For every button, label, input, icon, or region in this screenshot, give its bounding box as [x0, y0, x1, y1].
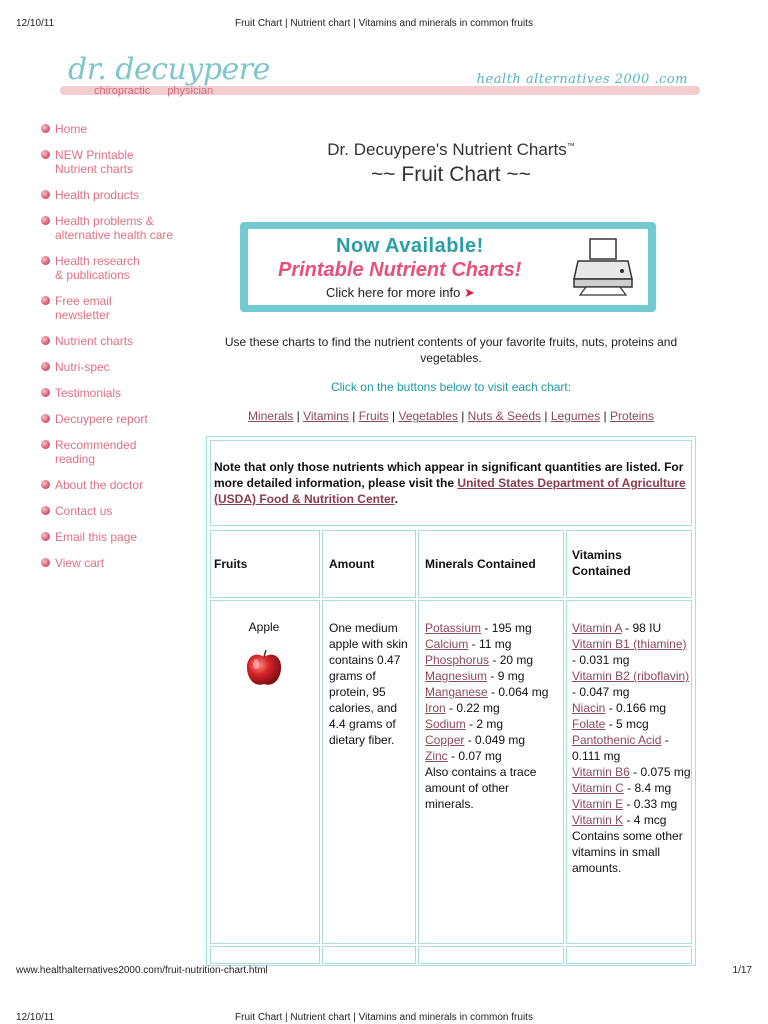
vitamins-link-1[interactable]: Vitamin B1 (thiamine): [572, 637, 687, 651]
sidebar-item-label: Health products: [55, 188, 140, 202]
sidebar-item-label: Recommended reading: [55, 438, 137, 466]
usda-link[interactable]: United States Department of Agriculture (USDA) Food & Nutrition Center: [214, 476, 686, 506]
chart-link-4[interactable]: Nuts & Seeds: [467, 409, 542, 423]
apple-amount: One medium apple with skin contains 0.47 grams of protein, 95 calories, and 4.4 grams of dietary fiber.: [329, 621, 408, 747]
vitamins-link-2[interactable]: Vitamin B2 (riboflavin): [572, 669, 690, 683]
logo-subtitle: [94, 85, 227, 97]
vitamins-row: [572, 732, 692, 764]
sidebar-item-6[interactable]: [40, 334, 200, 348]
apple-vitamins: [572, 620, 692, 876]
vitamins-value: - 4 mcg: [623, 813, 667, 827]
header-amount: Amount: [329, 557, 375, 571]
sidebar-item-label: View cart: [55, 556, 105, 570]
vitamins-value: - 5 mcg: [605, 717, 649, 731]
promo-printable-charts: Printable Nutrient Charts!: [278, 259, 522, 281]
minerals-row: [425, 620, 555, 636]
minerals-link-8[interactable]: Zinc: [425, 749, 448, 763]
minerals-value: - 0.22 mg: [445, 701, 500, 715]
next-row-vitamins: [566, 946, 692, 964]
chart-link-0[interactable]: Minerals: [247, 409, 294, 423]
vitamins-link-3[interactable]: Niacin: [572, 701, 606, 715]
bullet-icon: [41, 336, 50, 345]
sidebar-item-1[interactable]: [40, 148, 200, 176]
vitamins-link-4[interactable]: Folate: [572, 717, 606, 731]
printer-icon: [572, 235, 634, 297]
link-separator: |: [600, 409, 611, 423]
logo-name: dr. decuypere: [68, 52, 270, 87]
sidebar-item-3[interactable]: [40, 214, 200, 242]
chart-link-2[interactable]: Fruits: [358, 409, 389, 423]
minerals-value: - 9 mg: [487, 669, 525, 683]
vitamins-row: [572, 796, 692, 812]
bullet-icon: [41, 216, 50, 225]
minerals-value: - 0.064 mg: [487, 685, 549, 699]
vitamins-link-6[interactable]: Vitamin B6: [572, 765, 630, 779]
print-date-next: 12/10/11: [16, 1012, 55, 1023]
vitamins-link-9[interactable]: Vitamin K: [572, 813, 624, 827]
page-subtitle: ~~ Fruit Chart ~~: [371, 163, 531, 186]
vitamins-link-0[interactable]: Vitamin A: [572, 621, 622, 635]
chart-links: [206, 409, 696, 423]
vitamins-row: [572, 716, 692, 732]
printable-charts-promo[interactable]: [240, 222, 656, 312]
sidebar-item-5[interactable]: [40, 294, 200, 322]
promo-click-text: Click here for more info: [326, 285, 461, 300]
vitamins-link-7[interactable]: Vitamin C: [572, 781, 624, 795]
print-page-number: 1/17: [732, 965, 752, 976]
print-url: www.healthalternatives2000.com/fruit-nutrition-chart.html: [16, 965, 268, 976]
sidebar-item-label: Email this page: [55, 530, 138, 544]
link-separator: |: [457, 409, 468, 423]
sidebar-item-label: Nutri-spec: [55, 360, 110, 374]
minerals-row: [425, 700, 555, 716]
sidebar-item-label: Home: [55, 122, 88, 136]
minerals-value: - 11 mg: [468, 637, 512, 651]
sidebar-nav: [40, 122, 200, 582]
minerals-note: Also contains a trace amount of other minerals.: [425, 765, 537, 811]
vitamins-row: [572, 620, 692, 636]
minerals-row: [425, 716, 555, 732]
promo-inner: [248, 229, 648, 305]
sidebar-item-0[interactable]: [40, 122, 200, 136]
minerals-row: [425, 652, 555, 668]
minerals-link-4[interactable]: Manganese: [425, 685, 488, 699]
link-separator: |: [388, 409, 399, 423]
bullet-icon: [41, 256, 50, 265]
arrow-right-icon: ➤: [464, 285, 475, 300]
minerals-row: [425, 668, 555, 684]
vitamins-row: [572, 812, 692, 828]
minerals-link-6[interactable]: Sodium: [425, 717, 466, 731]
minerals-link-2[interactable]: Phosphorus: [425, 653, 490, 667]
sidebar-item-10[interactable]: [40, 438, 200, 466]
apple-minerals: [425, 620, 555, 812]
usda-note: [214, 459, 688, 507]
minerals-value: - 20 mg: [489, 653, 534, 667]
next-row-amount: [322, 946, 416, 964]
bullet-icon: [41, 124, 50, 133]
vitamins-row: [572, 764, 692, 780]
bullet-icon: [41, 558, 50, 567]
sidebar-item-8[interactable]: [40, 386, 200, 400]
fruit-name-apple: Apple: [248, 620, 280, 634]
minerals-link-7[interactable]: Copper: [425, 733, 465, 747]
bullet-icon: [41, 150, 50, 159]
vitamins-value: - 0.111 mg: [572, 733, 669, 763]
sidebar-item-label: Health problems & alternative health care: [55, 214, 174, 242]
minerals-link-5[interactable]: Iron: [425, 701, 446, 715]
print-title-next: Fruit Chart | Nutrient chart | Vitamins and minerals in common fruits: [235, 1012, 533, 1023]
print-title: Fruit Chart | Nutrient chart | Vitamins and minerals in common fruits: [235, 18, 533, 29]
site-tagline: health alternatives 2000 .com: [476, 72, 688, 87]
sidebar-item-4[interactable]: [40, 254, 200, 282]
chart-link-3[interactable]: Vegetables: [398, 409, 458, 423]
minerals-link-3[interactable]: Magnesium: [425, 669, 488, 683]
vitamins-value: - 8.4 mg: [623, 781, 672, 795]
promo-click-here: [326, 285, 475, 301]
apple-image: [245, 648, 283, 688]
link-separator: |: [541, 409, 551, 423]
vitamins-link-8[interactable]: Vitamin E: [572, 797, 624, 811]
minerals-value: - 0.07 mg: [447, 749, 502, 763]
vitamins-link-5[interactable]: Pantothenic Acid: [572, 733, 662, 747]
vitamins-row: [572, 700, 692, 716]
note-period: .: [394, 492, 398, 506]
bullet-icon: [41, 480, 50, 489]
bullet-icon: [41, 532, 50, 541]
minerals-value: - 2 mg: [465, 717, 504, 731]
bullet-icon: [41, 506, 50, 515]
bullet-icon: [41, 362, 50, 371]
sidebar-item-label: Health research & publications: [55, 254, 140, 282]
vitamins-row: [572, 780, 692, 796]
bullet-icon: [41, 414, 50, 423]
sidebar-item-2[interactable]: [40, 188, 200, 202]
vitamins-row: [572, 668, 692, 700]
bullet-icon: [41, 440, 50, 449]
header-fruits: Fruits: [214, 557, 248, 571]
minerals-value: - 0.049 mg: [464, 733, 526, 747]
header-vitamins: Vitamins Contained: [572, 548, 631, 578]
bullet-icon: [41, 388, 50, 397]
sidebar-item-14[interactable]: [40, 556, 200, 570]
next-row-minerals: [418, 946, 564, 964]
sidebar-item-label: About the doctor: [55, 478, 144, 492]
vitamins-value: - 0.031 mg: [572, 653, 630, 667]
logo-sub-physician: physician: [167, 85, 214, 97]
sidebar-item-9[interactable]: [40, 412, 200, 426]
sidebar-item-label: Testimonials: [55, 386, 122, 400]
minerals-value: - 195 mg: [481, 621, 532, 635]
link-separator: |: [293, 409, 304, 423]
sidebar-item-label: Contact us: [55, 504, 113, 518]
note-text: Note that only those nutrients which appear in significant quantities are listed. For more detailed information, please visit the: [214, 460, 684, 490]
sidebar-item-label: Decuypere report: [55, 412, 148, 426]
sidebar-item-12[interactable]: [40, 504, 200, 518]
bullet-icon: [41, 296, 50, 305]
vitamins-row: [572, 636, 692, 668]
bullet-icon: [41, 190, 50, 199]
vitamins-value: - 0.075 mg: [629, 765, 691, 779]
minerals-link-1[interactable]: Calcium: [425, 637, 469, 651]
sidebar-item-11[interactable]: [40, 478, 200, 492]
site-banner[interactable]: [60, 52, 700, 108]
sidebar-item-13[interactable]: [40, 530, 200, 544]
next-row-fruit: [210, 946, 320, 964]
promo-now-available: Now Available!: [336, 235, 484, 257]
minerals-row: [425, 636, 555, 652]
sidebar-item-label: NEW Printable Nutrient charts: [55, 148, 134, 176]
chart-link-6[interactable]: Proteins: [610, 409, 655, 423]
page-title-text: Dr. Decuypere's Nutrient Charts: [327, 140, 567, 159]
vitamins-value: - 0.047 mg: [572, 685, 630, 699]
minerals-row: [425, 732, 555, 748]
intro-text: Use these charts to find the nutrient contents of your favorite fruits, nuts, proteins and vegetables.: [224, 335, 678, 365]
logo-sub-chiropractic: chiropractic: [94, 85, 151, 97]
chart-link-5[interactable]: Legumes: [550, 409, 601, 423]
header-minerals: Minerals Contained: [425, 557, 536, 571]
vitamins-value: - 98 IU: [621, 621, 662, 635]
vitamins-value: - 0.166 mg: [605, 701, 667, 715]
click-instruction: Click on the buttons below to visit each chart:: [330, 380, 572, 394]
vitamins-value: - 0.33 mg: [623, 797, 678, 811]
trademark-mark: ™: [566, 141, 575, 151]
sidebar-item-label: Free email newsletter: [55, 294, 112, 322]
minerals-link-0[interactable]: Potassium: [425, 621, 482, 635]
sidebar-item-7[interactable]: [40, 360, 200, 374]
vitamins-note: Contains some other vitamins in small amounts.: [572, 829, 683, 875]
print-date: 12/10/11: [16, 18, 55, 29]
sidebar-item-label: Nutrient charts: [55, 334, 134, 348]
page-title: [206, 140, 696, 160]
link-separator: |: [348, 409, 359, 423]
minerals-row: [425, 684, 555, 700]
minerals-row: [425, 748, 555, 764]
chart-link-1[interactable]: Vitamins: [303, 409, 349, 423]
